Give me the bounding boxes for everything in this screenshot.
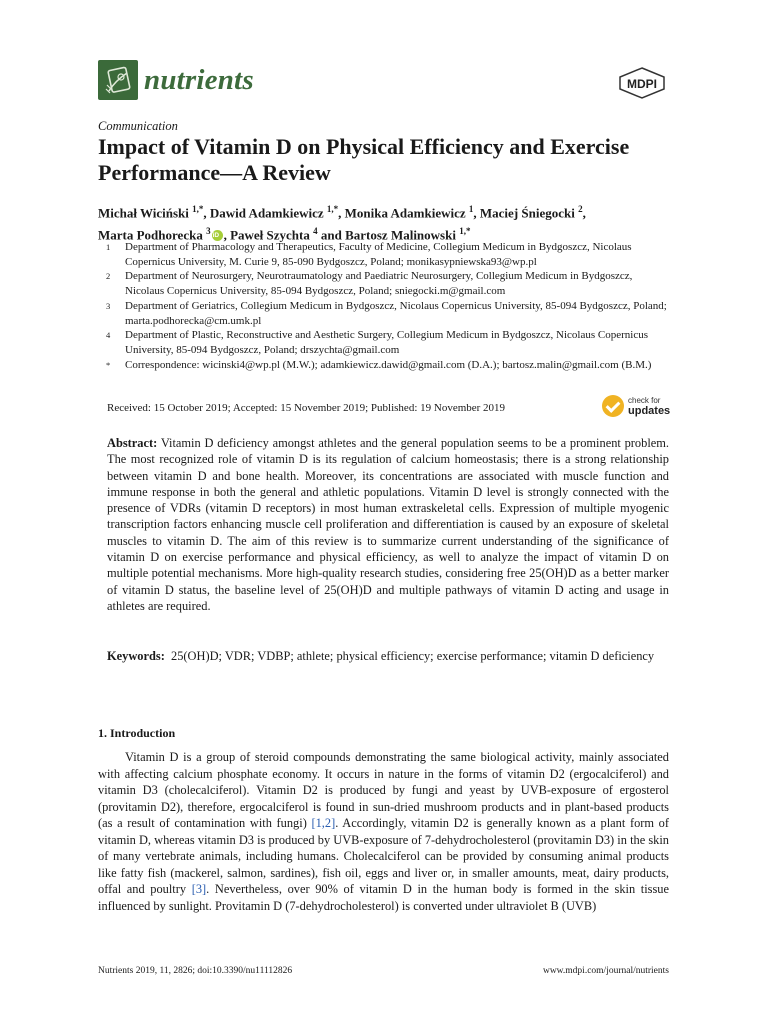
affiliation-item — [98, 328, 673, 357]
affiliations — [98, 240, 673, 372]
author-affiliation-mark: 3 — [206, 226, 211, 237]
author-name[interactable]: Monika Adamkiewicz — [344, 205, 466, 221]
abstract-text: Vitamin D deficiency amongst athletes and the general population seems to be a prominent problem. The most recognized role of vitamin D is its regulation of calcium homeostasis; there is a strong relationship between vitamin D and bone health. Moreover, its concentrations are associated with muscle function and immune response in both the general and athletic populations. Vitamin D level is strongly connected with the presence of VDRs (vitamin D receptors) in most human extraskeletal cells. Expression of multiple myogenic transcription factors enhancing muscle cell proliferation and differentiation is caused by an exposure of skeletal muscles to vitamin D. The aim of this review is to summarize current understanding of the significance of vitamin D on exercise performance and physical efficiency, as well to analyze the impact of vitamin D on multiple potential mechanisms. More high-quality research studies, considering free 25(OH)D as a better marker of vitamin D status, the baseline level of 25(OH)D and multiple pathways of vitamin D acting and usage in athletes are required. — [107, 436, 670, 613]
author-affiliation-mark: 1,* — [192, 204, 204, 214]
publisher-name: MDPI — [627, 77, 657, 91]
correspondence-item — [98, 358, 673, 373]
keywords-text: 25(OH)D; VDR; VDBP; athlete; physical efficiency; exercise performance; vitamin D deficiency — [171, 649, 655, 663]
article-title: Impact of Vitamin D on Physical Efficiency and Exercise Performance—A Review — [98, 134, 630, 185]
author-name[interactable]: Bartosz Malinowski — [345, 227, 456, 243]
correspondence-text: Correspondence: wicinski4@wp.pl (M.W.); adamkiewicz.dawid@gmail.com (D.A.); bartosz.malin@gmail.com (B.M.) — [125, 358, 652, 371]
keywords-label: Keywords: — [107, 649, 165, 663]
author-name[interactable]: Maciej Śniegocki — [479, 205, 575, 221]
keywords — [107, 648, 669, 664]
affiliation-text: Department of Neurosurgery, Neurotraumatology and Paediatric Neurosurgery, Collegium Medicum in Bydgoszcz, Nicolaus Copernicus University, 85-094 Bydgoszcz, Poland; sniegocki.m@gmail.com — [125, 270, 633, 298]
affiliation-item — [98, 269, 673, 298]
affiliation-mark: 2 — [106, 271, 111, 282]
affiliation-mark: 1 — [106, 242, 111, 252]
affiliation-mark: 4 — [106, 330, 111, 341]
affiliation-text: Department of Plastic, Reconstructive and Aesthetic Surgery, Collegium Medicum in Bydgoszcz, Nicolaus Copernicus University, 85-094 Bydgoszcz, Poland; drszychta@gmail.com — [125, 329, 648, 356]
mdpi-logo-icon — [618, 67, 666, 99]
author-affiliation-mark: 2 — [578, 204, 583, 214]
author-affiliation-mark: 1,* — [326, 204, 339, 214]
nutrients-logo-icon — [98, 60, 138, 100]
section-heading: 1. Introduction — [98, 726, 176, 740]
body-text: . Accordingly, vitamin D2 is generally known as a plant form of vitamin D, whereas vitamin D3 is produced by UVB-exposure of 7-dehydrocholesterol (provitamin D3) in the skin of many vertebrate animals, including humans. Cholecalciferol can be provided by consuming animal products like fatty fish (mackerel, salmon, sardines), fish oil, eggs and liver or, in smaller amounts, meat, dairy products, offal and poultry — [98, 816, 669, 896]
author-name[interactable]: Paweł Szychta — [230, 227, 310, 243]
affiliation-item — [98, 299, 673, 328]
footer-citation: Nutrients 2019, 11, 2826; doi:10.3390/nu11112826 — [98, 966, 293, 976]
author-name[interactable]: Dawid Adamkiewicz — [209, 205, 324, 221]
author-conjunction: and — [320, 227, 342, 243]
check-for-updates-badge[interactable] — [602, 395, 670, 417]
abstract — [107, 435, 669, 614]
check-badge-line2: updates — [628, 405, 671, 417]
citation-link[interactable]: [3] — [191, 882, 207, 896]
author-affiliation-mark: 1,* — [459, 226, 471, 237]
body-text: . Nevertheless, over 90% of vitamin D in the human body is formed in the skin tissue influenced by sunlight. Provitamin D (7-dehydrocholesterol) is converted under ultraviolet B (UVB) — [98, 882, 669, 913]
body-text: Vitamin D is a group of steroid compounds demonstrating the same biological activity, mainly associated with affecting calcium phosphate economy. It occurs in nature in the forms of vitamin D2 (ergocalciferol) and vitamin D3 (cholecalciferol). Vitamin D2 is produced by fungi and yeast by UVB-exposure of ergosterol (provitamin D2), therefore, ergocalciferol is found in sun-dried mushroom products and in plant-based products (as a result of contamination with fungi) — [98, 750, 669, 830]
orcid-icon[interactable] — [212, 230, 223, 241]
article-type: Communication — [98, 119, 178, 133]
citation-link[interactable]: [1,2] — [311, 816, 336, 830]
journal-header — [98, 60, 254, 100]
affiliation-text: Department of Pharmacology and Therapeutics, Faculty of Medicine, Collegium Medicum in Bydgoszcz, Nicolaus Copernicus University, M. Curie 9, 85-090 Bydgoszcz, Poland; monikasypniewska93@wp.pl — [125, 241, 632, 268]
author-name[interactable]: Marta Podhorecka — [98, 227, 203, 243]
author-affiliation-mark: 4 — [313, 226, 318, 237]
check-for-updates-icon — [602, 395, 624, 417]
publication-dates: Received: 15 October 2019; Accepted: 15 November 2019; Published: 19 November 2019 — [107, 402, 506, 414]
section-body — [98, 749, 669, 914]
journal-name: nutrients — [144, 63, 254, 96]
abstract-label: Abstract: — [107, 436, 158, 450]
author-list: Michał Wiciński $^{1,*}$, Dawid Adamkiewicz $^{1,*}$, Monika Adamkiewicz $^1$, Maciej Śniegocki $^2$, Marta Podhorecka $^3$iD , Paweł Szychta $^4$ and Bartosz Malinowski $^{1,*}$ — [98, 200, 673, 245]
author-name[interactable]: Michał Wiciński — [98, 205, 189, 221]
author-affiliation-mark: 1 — [468, 204, 474, 214]
check-badge-line1: check for — [628, 396, 661, 405]
affiliation-mark: 3 — [106, 300, 111, 311]
affiliation-text: Department of Geriatrics, Collegium Medicum in Bydgoszcz, Nicolaus Copernicus University, 85-094 Bydgoszcz, Poland; marta.podhorecka@cm.umk.pl — [125, 299, 667, 327]
affiliation-item — [98, 240, 673, 269]
footer-url[interactable]: www.mdpi.com/journal/nutrients — [542, 966, 669, 976]
correspondence-mark: * — [106, 359, 111, 370]
